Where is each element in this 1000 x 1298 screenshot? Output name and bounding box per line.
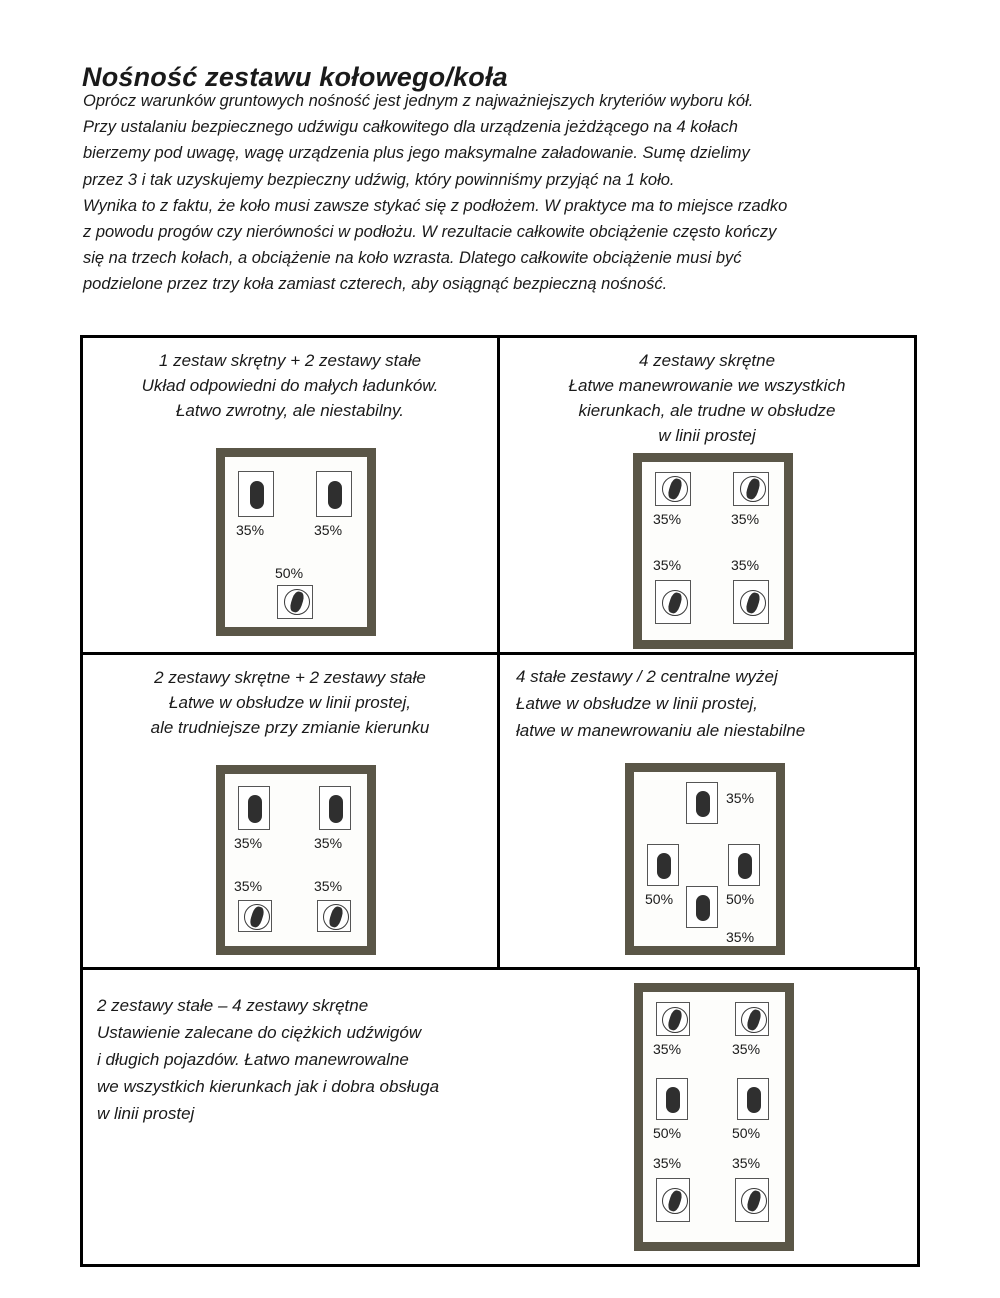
wheel-mount <box>735 1178 769 1222</box>
swivel-wheel-icon <box>323 904 349 930</box>
caption-line: w linii prostej <box>658 426 756 445</box>
fixed-wheel-icon <box>248 795 262 823</box>
wheel-mount <box>656 1178 690 1222</box>
config-cell-3 <box>80 652 500 970</box>
swivel-wheel-icon <box>740 476 766 502</box>
caption-line: 4 zestawy skrętne <box>638 351 776 370</box>
trolley-diagram-2 <box>633 453 793 649</box>
load-label: 35% <box>314 522 343 538</box>
wheel-mount <box>238 786 270 830</box>
wheel-mount <box>316 471 352 517</box>
caption-line: ale trudniejsze przy zmianie kierunku <box>150 718 430 737</box>
fixed-wheel-icon <box>657 853 671 879</box>
caption-line: Ustawienie zalecane do ciężkich udźwigów <box>97 1023 422 1042</box>
config-cell-5 <box>80 967 920 1267</box>
fixed-wheel-icon <box>328 481 342 509</box>
fixed-wheel-icon <box>696 791 710 817</box>
caption-line: 1 zestaw skrętny + 2 zestawy stałe <box>158 351 422 370</box>
swivel-wheel-icon <box>662 1188 688 1214</box>
caption-line: łatwe w manewrowaniu ale niestabilne <box>516 721 806 740</box>
wheel-mount <box>238 900 272 932</box>
intro-line: Wynika to z faktu, że koło musi zawsze stykać się z podłożem. W praktyce ma to miejsce rzadko <box>83 196 788 215</box>
wheel-mount <box>277 585 313 619</box>
load-label: 50% <box>726 891 755 907</box>
fixed-wheel-icon <box>666 1087 680 1113</box>
trolley-diagram-3 <box>216 765 376 955</box>
caption-line: Łatwe w obsłudze w linii prostej, <box>516 694 758 713</box>
load-label: 35% <box>653 557 682 573</box>
swivel-wheel-icon <box>662 476 688 502</box>
caption-line: we wszystkich kierunkach jak i dobra obsługa <box>97 1077 440 1096</box>
wheel-mount <box>656 1002 690 1036</box>
swivel-wheel-icon <box>741 1007 767 1033</box>
intro-line: się na trzech kołach, a obciążenie na koło wzrasta. Dlatego całkowite obciążenie musi być <box>83 249 742 268</box>
wheel-mount <box>686 782 718 824</box>
grid-row <box>80 652 920 970</box>
load-label: 35% <box>314 878 343 894</box>
load-label: 35% <box>732 1155 761 1171</box>
config-caption <box>500 338 914 448</box>
wheel-mount <box>737 1078 769 1120</box>
caption-line: kierunkach, ale trudne w obsłudze <box>578 401 836 420</box>
wheel-mount <box>656 1078 688 1120</box>
intro-text <box>83 88 923 298</box>
trolley-diagram-5 <box>634 983 794 1251</box>
caption-line: i długich pojazdów. Łatwo manewrowalne <box>97 1050 409 1069</box>
wheel-mount <box>733 472 769 506</box>
load-label: 50% <box>653 1125 682 1141</box>
load-label: 50% <box>645 891 674 907</box>
caption-line: 4 stałe zestawy / 2 centralne wyżej <box>516 667 778 686</box>
wheel-mount <box>647 844 679 886</box>
load-label: 35% <box>653 1041 682 1057</box>
load-label: 35% <box>653 1155 682 1171</box>
fixed-wheel-icon <box>738 853 752 879</box>
wheel-mount <box>238 471 274 517</box>
load-label: 50% <box>275 565 304 581</box>
swivel-wheel-icon <box>741 1188 767 1214</box>
swivel-wheel-icon <box>284 589 310 615</box>
wheel-mount <box>655 580 691 624</box>
swivel-wheel-icon <box>740 590 766 616</box>
config-cell-1 <box>80 335 500 655</box>
load-label: 35% <box>236 522 265 538</box>
caption-line: Łatwo zwrotny, ale niestabilny. <box>175 401 405 420</box>
load-label: 35% <box>653 511 682 527</box>
caption-line: Układ odpowiedni do małych ładunków. <box>141 376 439 395</box>
config-cell-2 <box>497 335 917 655</box>
load-label: 35% <box>731 511 760 527</box>
fixed-wheel-icon <box>250 481 264 509</box>
wheel-mount <box>319 786 351 830</box>
swivel-wheel-icon <box>662 1007 688 1033</box>
wheel-mount <box>317 900 351 932</box>
load-label: 35% <box>726 790 755 806</box>
load-label: 50% <box>732 1125 761 1141</box>
config-caption <box>83 338 497 423</box>
page-title: Nośność zestawu kołowego/koła <box>82 62 508 93</box>
config-caption <box>500 655 914 744</box>
swivel-wheel-icon <box>244 904 270 930</box>
wheel-mount <box>733 580 769 624</box>
config-caption <box>83 655 497 740</box>
load-label: 35% <box>234 835 263 851</box>
caption-line: w linii prostej <box>97 1104 195 1123</box>
wheel-mount <box>728 844 760 886</box>
trolley-diagram-1 <box>216 448 376 636</box>
load-label: 35% <box>726 929 755 945</box>
load-label: 35% <box>732 1041 761 1057</box>
fixed-wheel-icon <box>747 1087 761 1113</box>
wheel-mount <box>655 472 691 506</box>
intro-line: bierzemy pod uwagę, wagę urządzenia plus jego maksymalne załadowanie. Sumę dzielimy <box>83 144 750 163</box>
trolley-diagram-4 <box>625 763 785 955</box>
fixed-wheel-icon <box>696 895 710 921</box>
configuration-grid <box>80 335 920 1267</box>
load-label: 35% <box>314 835 343 851</box>
fixed-wheel-icon <box>329 795 343 823</box>
caption-line: 2 zestawy stałe – 4 zestawy skrętne <box>97 996 369 1015</box>
caption-line: Łatwe manewrowanie we wszystkich <box>568 376 846 395</box>
intro-line: podzielone przez trzy koła zamiast czterech, aby osiągnąć bezpieczną nośność. <box>83 275 668 294</box>
swivel-wheel-icon <box>662 590 688 616</box>
wheel-mount <box>686 886 718 928</box>
caption-line: 2 zestawy skrętne + 2 zestawy stałe <box>154 668 426 687</box>
load-label: 35% <box>731 557 760 573</box>
intro-line: Oprócz warunków gruntowych nośność jest jednym z najważniejszych kryteriów wyboru kół. <box>83 92 754 110</box>
caption-line: Łatwe w obsłudze w linii prostej, <box>169 693 411 712</box>
intro-line: Przy ustalaniu bezpiecznego udźwigu całkowitego dla urządzenia jeżdżącego na 4 kołach <box>83 118 738 137</box>
config-cell-4 <box>497 652 917 970</box>
wheel-mount <box>735 1002 769 1036</box>
grid-row <box>80 967 920 1267</box>
load-label: 35% <box>234 878 263 894</box>
grid-row <box>80 335 920 655</box>
intro-line: przez 3 i tak uzyskujemy bezpieczny udźwig, który powinniśmy przyjąć na 1 koło. <box>83 170 675 189</box>
intro-line: z powodu progów czy nierówności w podłożu. W rezultacie całkowite obciążenie często kończy <box>83 223 777 242</box>
